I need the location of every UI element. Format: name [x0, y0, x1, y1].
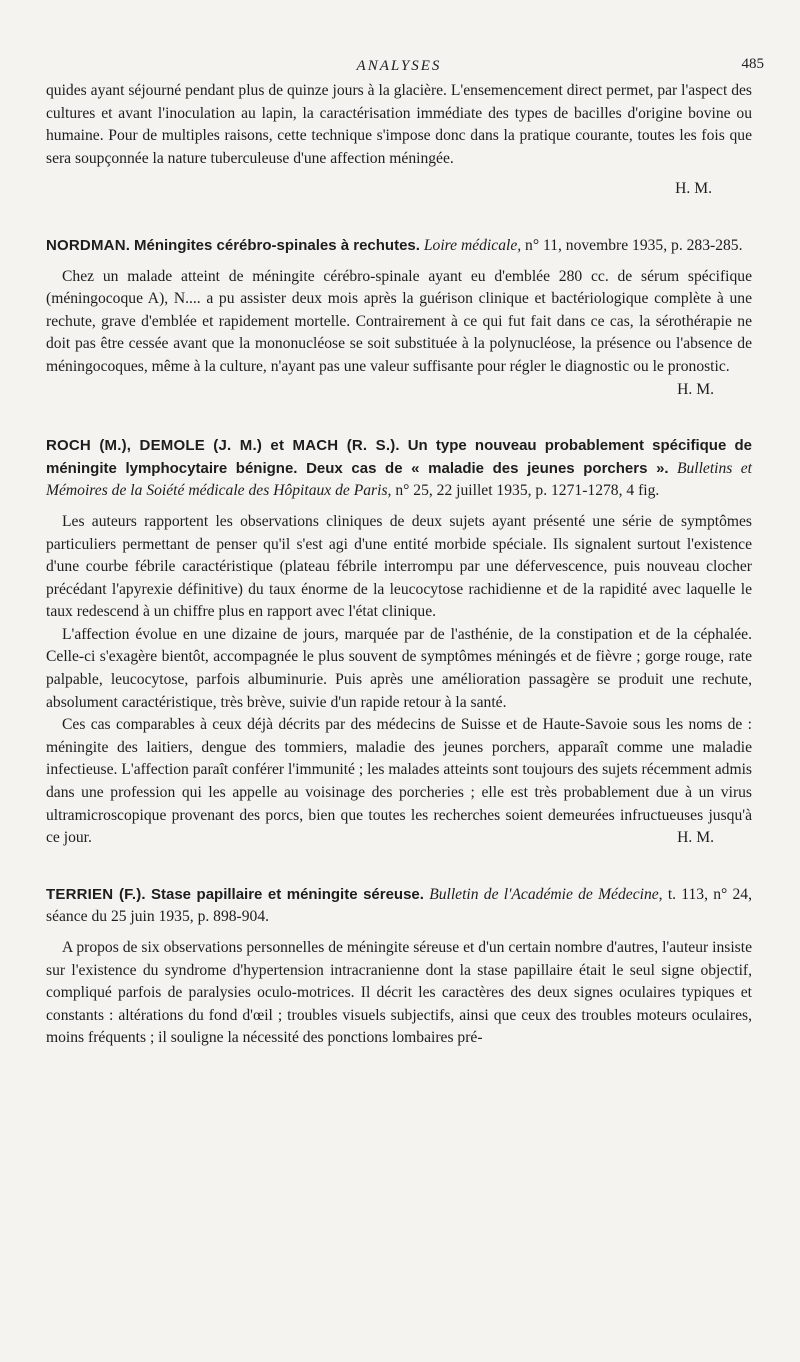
intro-paragraph: quides ayant séjourné pendant plus de quinze jours à la glacière. L'ensemencement direct permet, par l'aspect des cultures et avant l'inoculation au lapin, la caractérisation immédiate des types de bacilles d'origine bovine ou humaine. Pour de multiples raisons, cette technique s'impose donc dans la pratique courante, toutes les fois que sera soupçonnée la nature tuberculeuse d'une affection méningée. [46, 82, 752, 167]
entry-paragraph: Ces cas comparables à ceux déjà décrits par des médecins de Suisse et de Haute-Savoie sous les noms de : méningite des laitiers, dengue des tommiers, maladie des jeunes porchers, apparaît comme une maladie infectieuse. L'affection paraît conférer l'immunité ; les malades atteints sont toujours des sujets récemment admis dans une profession qui les appelle au voisinage des porcheries ; elle est très probablement due à un virus ultramicroscopique provenant des porcs, bien que toutes les recherches soient demeurées infructueuses jusqu'à ce jour. H. M. [46, 714, 752, 850]
entry-heading-nordman [46, 235, 752, 258]
entry-signature: H. M. [677, 829, 714, 847]
entry-reference: n° 25, 22 juillet 1935, p. 1271-1278, 4 fig. [395, 482, 660, 500]
entry-authors: TERRIEN (F.). [46, 885, 146, 903]
page-number: 485 [741, 56, 764, 72]
entry-paragraph: Chez un malade atteint de méningite cérébro-spinale ayant eu d'emblée 280 cc. de sérum spécifique (méningocoque A), N.... a pu assister deux mois après la guérison clinique et bactériologique complète à une rechute, grave d'emblée et rapidement mortelle. Contrairement à ce qui fut fait dans ce cas, la sérothérapie ne doit pas être cessée avant que la mononucléose se soit substituée à la polynucléose, la présence ou l'absence de méningocoques, même à la culture, n'ayant pas une valeur suffisante pour régler le diagnostic ou le pronostic. H. M. [46, 266, 752, 379]
entry-signature: H. M. [677, 380, 714, 398]
entry-authors: NORDMAN. [46, 236, 131, 254]
entry-title: Méningites cérébro-spinales à rechutes. [134, 236, 420, 254]
entry-body-nordman [46, 266, 752, 402]
entry-heading-terrien [46, 884, 752, 929]
entry-reference: t. 113, n° 24, séance du 25 juin 1935, p. 898-904. [46, 885, 752, 926]
entry-title: Stase papillaire et méningite séreuse. [151, 885, 424, 903]
entry-authors: ROCH (M.), DEMOLE (J. M.) et MACH (R. S.). [46, 437, 400, 455]
entry-paragraph: L'affection évolue en une dizaine de jours, marquée par de l'asthénie, de la constipation et de la céphalée. Celle-ci s'exagère bientôt, accompagnée le plus souvent de symptômes méningés et de fièvre ; gorge rouge, rate palpable, leucocytose, parfois albuminurie. Puis après une amélioration passagère se produit une rechute, absolument caractéristique, très brève, suivie d'un rapide retour à la santé. [46, 625, 752, 711]
intro-signature: H. M. [675, 180, 712, 198]
entry-paragraph: Les auteurs rapportent les observations cliniques de deux sujets ayant présenté une série de symptômes particuliers permettant de penser qu'il s'est agi d'une entité morbide spéciale. Ils signalent surtout l'existence d'une courbe fébrile caractéristique (plateau fébrile interrompu par une défervescence, puis nouveau clocher précédant l'apyrexie définitive) du taux énorme de la leucocytose rachidienne et de la rapidité avec laquelle le taux redescend à un chiffre plus en rapport avec l'état clinique. [46, 512, 752, 621]
running-head [46, 50, 764, 76]
entry-title: Un type nouveau probablement spécifique de méningite lymphocytaire bénigne. Deux cas de « maladie des jeunes porchers ». [46, 437, 752, 477]
entry-journal: Bulletin de l'Académie de Médecine, [429, 885, 663, 903]
entry-heading-roch [46, 435, 752, 503]
running-head-title: ANALYSES [356, 58, 442, 74]
entry-paragraph: A propos de six observations personnelles de méningite séreuse et d'un certain nombre d'autres, l'auteur insiste sur l'existence du syndrome d'hypertension intracranienne dont la stase papillaire était le seul signe objectif, compliqué parfois de paralysies oculo-motrices. Il décrit les caractères des deux signes oculaires typiques et constants : altérations du fond d'œil ; troubles visuels subjectifs, ainsi que ceux des troubles moteurs oculaires, moins fréquents ; il souligne la nécessité des ponctions lombaires pré- [46, 939, 752, 1047]
entry-reference: n° 11, novembre 1935, p. 283-285. [525, 236, 743, 254]
entry-journal: Bulletins et Mémoires de la Soiété médicale des Hôpitaux de Paris, [46, 459, 752, 500]
entry-journal: Loire médicale, [423, 236, 522, 254]
page [46, 50, 764, 1050]
entry-last-paragraph-roch [46, 714, 752, 850]
